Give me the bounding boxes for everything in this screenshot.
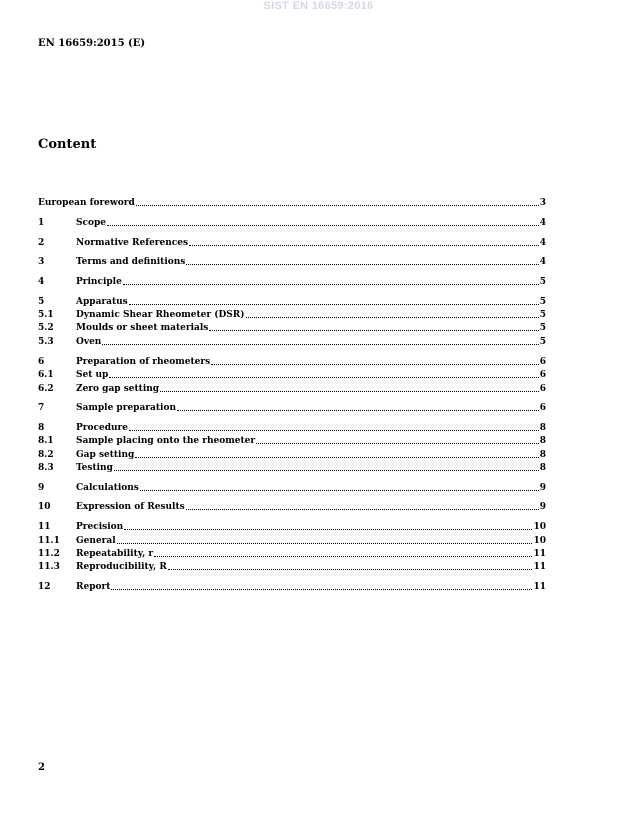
toc-entry-number: 11.1: [38, 536, 60, 546]
toc-entry-page: 10: [533, 522, 546, 532]
toc-entry-title: Dynamic Shear Rheometer (DSR): [76, 310, 245, 320]
toc-entry-number: 2: [38, 238, 45, 248]
toc-dot-leader: [189, 237, 539, 246]
toc-entry-title: Report: [76, 582, 111, 592]
toc-entry-page: 5: [539, 310, 546, 320]
toc-entry-page: 11: [533, 549, 546, 559]
toc-dot-leader: [211, 356, 539, 365]
toc-dot-leader: [107, 217, 539, 226]
toc-entry-number: 8.3: [38, 463, 54, 473]
toc-entry[interactable]: [38, 276, 546, 288]
toc-dot-leader: [111, 581, 532, 590]
toc-entry-number: 6: [38, 357, 45, 367]
toc-entry[interactable]: [38, 402, 546, 414]
toc-entry[interactable]: [38, 422, 546, 434]
toc-entry[interactable]: [38, 383, 546, 395]
toc-entry-title: Oven: [76, 337, 102, 347]
toc-entry[interactable]: [38, 462, 546, 474]
toc-entry-title: Calculations: [76, 483, 139, 493]
page-title: Content: [38, 137, 97, 152]
toc-dot-leader: [186, 256, 538, 265]
toc-entry-number: 1: [38, 218, 45, 228]
toc-entry-title: Precision: [76, 522, 124, 532]
toc-entry-number: 9: [38, 483, 45, 493]
toc-entry-page: 4: [539, 238, 546, 248]
toc-entry[interactable]: [38, 535, 546, 547]
toc-dot-leader: [186, 501, 539, 510]
toc-entry-number: 11.2: [38, 549, 60, 559]
toc-entry-title: Set up: [76, 370, 109, 380]
toc-entry[interactable]: [38, 309, 546, 321]
toc-entry-page: 9: [539, 483, 546, 493]
toc-entry-number: 5: [38, 297, 45, 307]
toc-entry-page: 8: [539, 436, 546, 446]
toc-entry[interactable]: [38, 435, 546, 447]
toc-entry[interactable]: [38, 482, 546, 494]
toc-entry-number: 11: [38, 522, 51, 532]
toc-entry[interactable]: [38, 561, 546, 573]
watermark: SIST EN 16659:2016: [263, 0, 374, 12]
toc-dot-leader: [117, 535, 533, 544]
toc-entry-number: 12: [38, 582, 51, 592]
toc-entry-page: 5: [539, 323, 546, 333]
toc-entry-title: Gap setting: [76, 450, 135, 460]
toc-entry[interactable]: [38, 197, 546, 209]
toc-entry-page: 6: [539, 357, 546, 367]
toc-entry-title: Sample preparation: [76, 403, 177, 413]
toc-entry-page: 4: [539, 218, 546, 228]
toc-entry[interactable]: [38, 581, 546, 593]
toc-entry[interactable]: [38, 548, 546, 560]
toc-entry-title: Procedure: [76, 423, 129, 433]
toc-entry[interactable]: [38, 217, 546, 229]
toc-entry-page: 8: [539, 463, 546, 473]
toc-entry-page: 5: [539, 297, 546, 307]
toc-entry-page: 4: [539, 257, 546, 267]
toc-entry-title: Expression of Results: [76, 502, 185, 512]
toc-dot-leader: [136, 197, 539, 206]
toc-dot-leader: [129, 296, 539, 305]
toc-entry-title: Preparation of rheometers: [76, 357, 211, 367]
toc-entry[interactable]: [38, 237, 546, 249]
toc-entry-page: 8: [539, 450, 546, 460]
toc-entry-number: 11.3: [38, 562, 60, 572]
toc-entry-title: Reproducibility, R: [76, 562, 167, 572]
toc-entry-number: 3: [38, 257, 45, 267]
toc-entry-page: 5: [539, 337, 546, 347]
toc-entry[interactable]: [38, 369, 546, 381]
toc-entry[interactable]: [38, 336, 546, 348]
toc-entry[interactable]: [38, 521, 546, 533]
toc-entry-title: Terms and definitions: [76, 257, 186, 267]
document-id: EN 16659:2015 (E): [38, 38, 146, 49]
toc-entry-number: 8.1: [38, 436, 54, 446]
toc-entry[interactable]: [38, 322, 546, 334]
toc-dot-leader: [154, 548, 532, 557]
toc-entry-number: 10: [38, 502, 51, 512]
toc-dot-leader: [256, 435, 539, 444]
toc-dot-leader: [160, 383, 539, 392]
toc-entry-number: 5.1: [38, 310, 54, 320]
toc-entry-page: 5: [539, 277, 546, 287]
toc-entry-title: Repeatability, r: [76, 549, 154, 559]
toc-entry-number: 6.1: [38, 370, 54, 380]
toc-entry-page: 6: [539, 370, 546, 380]
toc-dot-leader: [246, 309, 539, 318]
toc-entry-number: 5.2: [38, 323, 54, 333]
toc-dot-leader: [102, 336, 538, 345]
toc-entry-title: Moulds or sheet materials: [76, 323, 209, 333]
toc-dot-leader: [135, 449, 538, 458]
toc-entry-title: Apparatus: [76, 297, 128, 307]
toc-entry-number: 5.3: [38, 337, 54, 347]
page-number: 2: [38, 762, 45, 773]
toc-entry-page: 8: [539, 423, 546, 433]
toc-entry-number: 8.2: [38, 450, 54, 460]
toc-dot-leader: [177, 402, 539, 411]
toc-entry-title: Zero gap setting: [76, 384, 160, 394]
toc-entry-page: 10: [533, 536, 546, 546]
toc-entry-title: European foreword: [38, 198, 135, 208]
toc-entry-title: General: [76, 536, 116, 546]
toc-entry-title: Scope: [76, 218, 107, 228]
toc-entry[interactable]: [38, 501, 546, 513]
toc-dot-leader: [129, 422, 539, 431]
toc-dot-leader: [123, 276, 539, 285]
toc-entry-number: 7: [38, 403, 45, 413]
toc-entry-page: 6: [539, 384, 546, 394]
toc-entry-number: 6.2: [38, 384, 54, 394]
toc-entry-page: 6: [539, 403, 546, 413]
toc-entry[interactable]: [38, 296, 546, 308]
toc-entry[interactable]: [38, 449, 546, 461]
toc-entry-title: Sample placing onto the rheometer: [76, 436, 256, 446]
toc-dot-leader: [124, 521, 532, 530]
toc-dot-leader: [114, 462, 539, 471]
toc-entry-title: Principle: [76, 277, 122, 287]
toc-dot-leader: [209, 322, 538, 331]
toc-entry-page: 9: [539, 502, 546, 512]
toc-dot-leader: [168, 561, 533, 570]
toc-entry-page: 11: [533, 582, 546, 592]
toc-entry-page: 11: [533, 562, 546, 572]
toc-entry[interactable]: [38, 356, 546, 368]
toc-entry-number: 8: [38, 423, 45, 433]
toc-entry-number: 4: [38, 277, 45, 287]
toc-entry-title: Testing: [76, 463, 113, 473]
toc-dot-leader: [140, 482, 539, 491]
toc-entry-title: Normative References: [76, 238, 189, 248]
toc-entry-page: 3: [539, 198, 546, 208]
toc-entry[interactable]: [38, 256, 546, 268]
toc-dot-leader: [109, 369, 538, 378]
